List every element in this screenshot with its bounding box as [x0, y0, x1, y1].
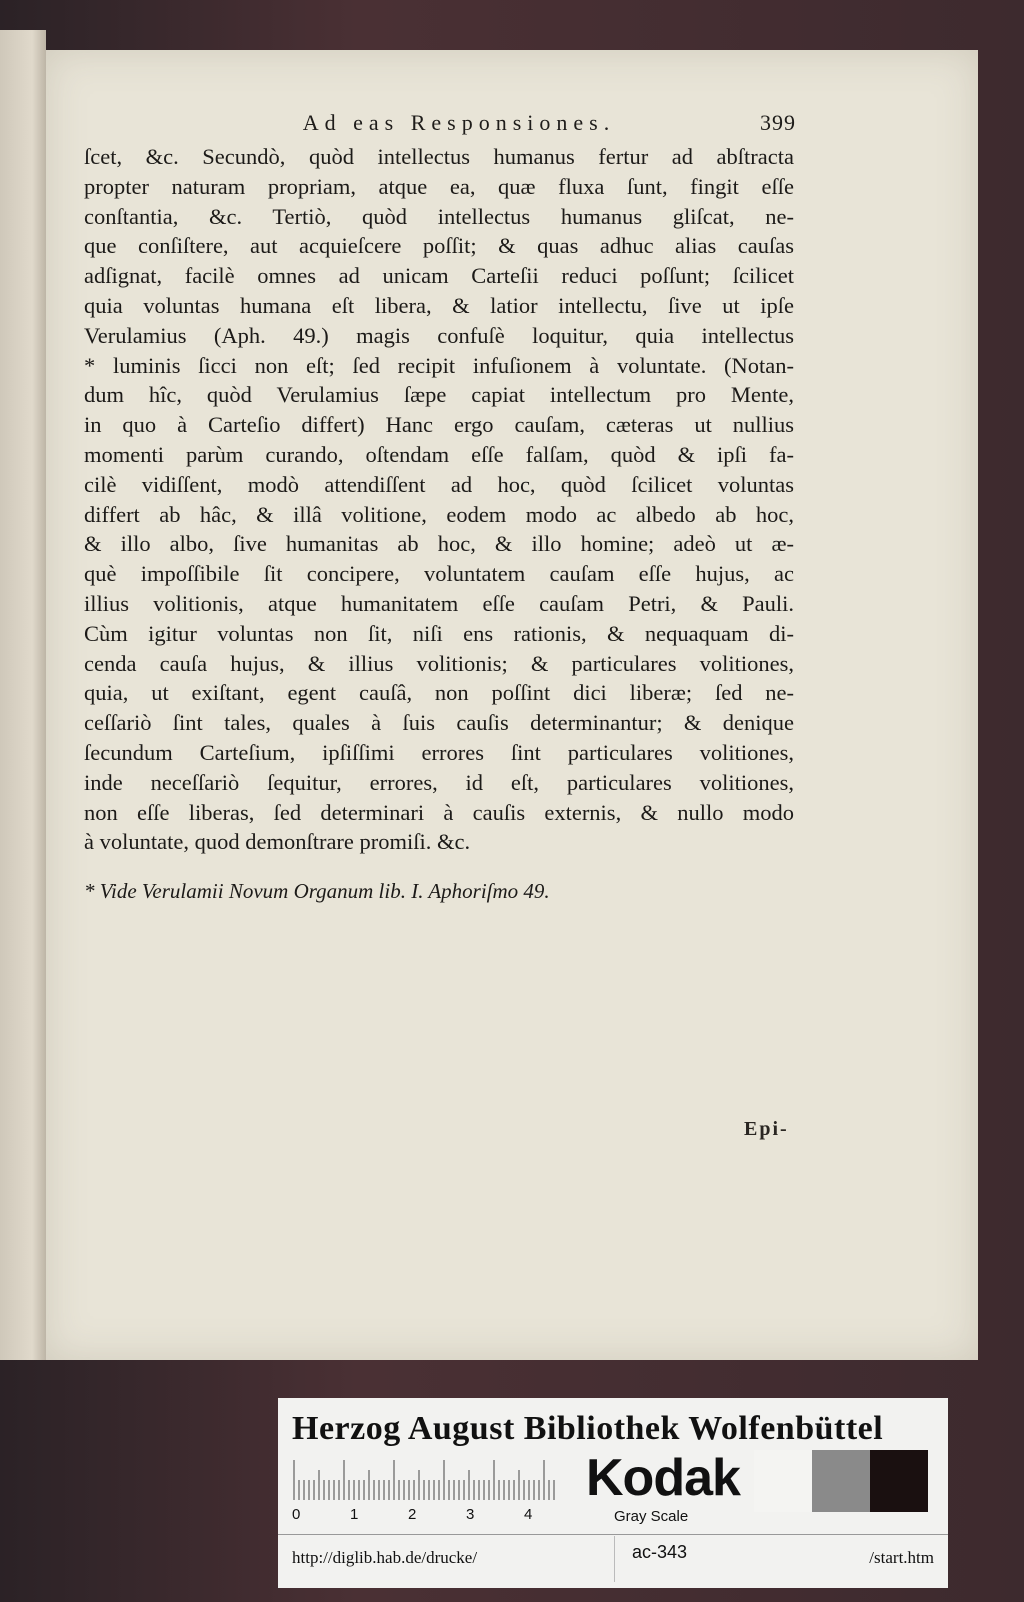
library-name: Herzog August Bibliothek Wolfenbüttel [292, 1410, 884, 1447]
text-line: non eſſe liberas, ſed determinari à cauſis externis, & nullo modo [84, 799, 794, 825]
page-content [84, 110, 794, 904]
text-line: què impoſſibile ſit concipere, voluntatem cauſam eſſe hujus, ac [84, 561, 794, 587]
text-line: differt ab hâc, & illâ volitione, eodem modo ac albedo ab hoc, [84, 501, 794, 527]
ruler-number: 4 [524, 1506, 533, 1523]
gray-scale-swatches [754, 1450, 934, 1512]
running-head [84, 110, 794, 142]
ruler-number: 1 [350, 1506, 359, 1523]
text-line: quia voluntas humana eſt libera, & latior intellectu, ſive ut ipſe [84, 292, 794, 318]
running-head-title: Ad eas Responsiones. [302, 110, 616, 135]
text-line: * luminis ſicci non eſt; ſed recipit infuſionem à voluntate. (Notan- [84, 352, 794, 378]
page-number: 399 [760, 110, 796, 135]
text-line: cilè vidiſſent, modò attendiſſent ad hoc, quòd ſcilicet voluntas [84, 471, 794, 497]
url-right: /start.htm [869, 1548, 934, 1567]
label-separator [614, 1536, 615, 1582]
text-line: illius volitionis, atque humanitatem eſſe cauſam Petri, & Pauli. [84, 590, 794, 616]
text-line: ſcet, &c. Secundò, quòd intellectus humanus fertur ad abſtracta [84, 144, 794, 169]
ruler-number: 2 [408, 1506, 417, 1523]
book-page [46, 50, 978, 1360]
ruler-number: 3 [466, 1506, 475, 1523]
url-left: http://diglib.hab.de/drucke/ [292, 1548, 478, 1567]
text-line: conſtantia, &c. Tertiò, quòd intellectus humanus gliſcat, ne- [84, 203, 794, 229]
shelfmark-code: ac-343 [632, 1542, 688, 1562]
text-line: adſignat, facilè omnes ad unicam Carteſii reduci poſſunt; ſcilicet [84, 263, 794, 289]
gray-swatch [870, 1450, 928, 1512]
text-line: ceſſariò ſint tales, quales à ſuis cauſis determinantur; & denique [84, 710, 794, 736]
ruler-scale [292, 1458, 562, 1502]
text-line: à voluntate, quod demonſtrare promiſi. &c. [84, 829, 471, 855]
label-divider [278, 1534, 948, 1535]
footnote: * Vide Verulamii Novum Organum lib. I. Aphoriſmo 49. [84, 879, 550, 904]
text-line: ſecundum Carteſium, ipſiſſimi errores ſint particulares volitiones, [84, 739, 794, 765]
text-line: inde neceſſariò ſequitur, errores, id eſt, particulares volitiones, [84, 769, 794, 795]
ruler-number: 0 [292, 1506, 301, 1523]
text-line: Verulamius (Aph. 49.) magis confuſè loquitur, quia intellectus [84, 322, 794, 348]
text-line: & illo albo, ſive humanitas ab hoc, & illo homine; adeò ut æ- [84, 531, 794, 557]
text-line: propter naturam propriam, atque ea, quæ fluxa ſunt, fingit eſſe [84, 173, 794, 199]
text-line: Cùm igitur voluntas non ſit, niſi ens rationis, & nequaquam di- [84, 620, 794, 646]
text-line: momenti parùm curando, oſtendam eſſe falſam, quòd & ipſi fa- [84, 441, 794, 467]
text-line: in quo à Carteſio differt) Hanc ergo cauſam, cæteras ut nullius [84, 412, 794, 438]
gray-scale-caption: Gray Scale [614, 1508, 689, 1525]
body-text [84, 142, 794, 857]
text-line: cenda cauſa hujus, & illius volitionis; & particulares volitiones, [84, 650, 794, 676]
previous-page-edge [0, 30, 46, 1360]
text-line: dum hîc, quòd Verulamius ſæpe capiat intellectum pro Mente, [84, 382, 794, 408]
kodak-brand: Kodak [586, 1449, 740, 1507]
gray-swatch [754, 1450, 812, 1512]
text-line: que conſiſtere, aut acquieſcere poſſit; & quas adhuc alias cauſas [84, 233, 794, 259]
library-label [278, 1398, 948, 1588]
catchword: Epi- [744, 1118, 789, 1140]
text-line: quia, ut exiſtant, egent cauſâ, non poſſint dici liberæ; ſed ne- [84, 680, 794, 706]
gray-swatch [812, 1450, 870, 1512]
ruler-numbers [292, 1506, 562, 1526]
